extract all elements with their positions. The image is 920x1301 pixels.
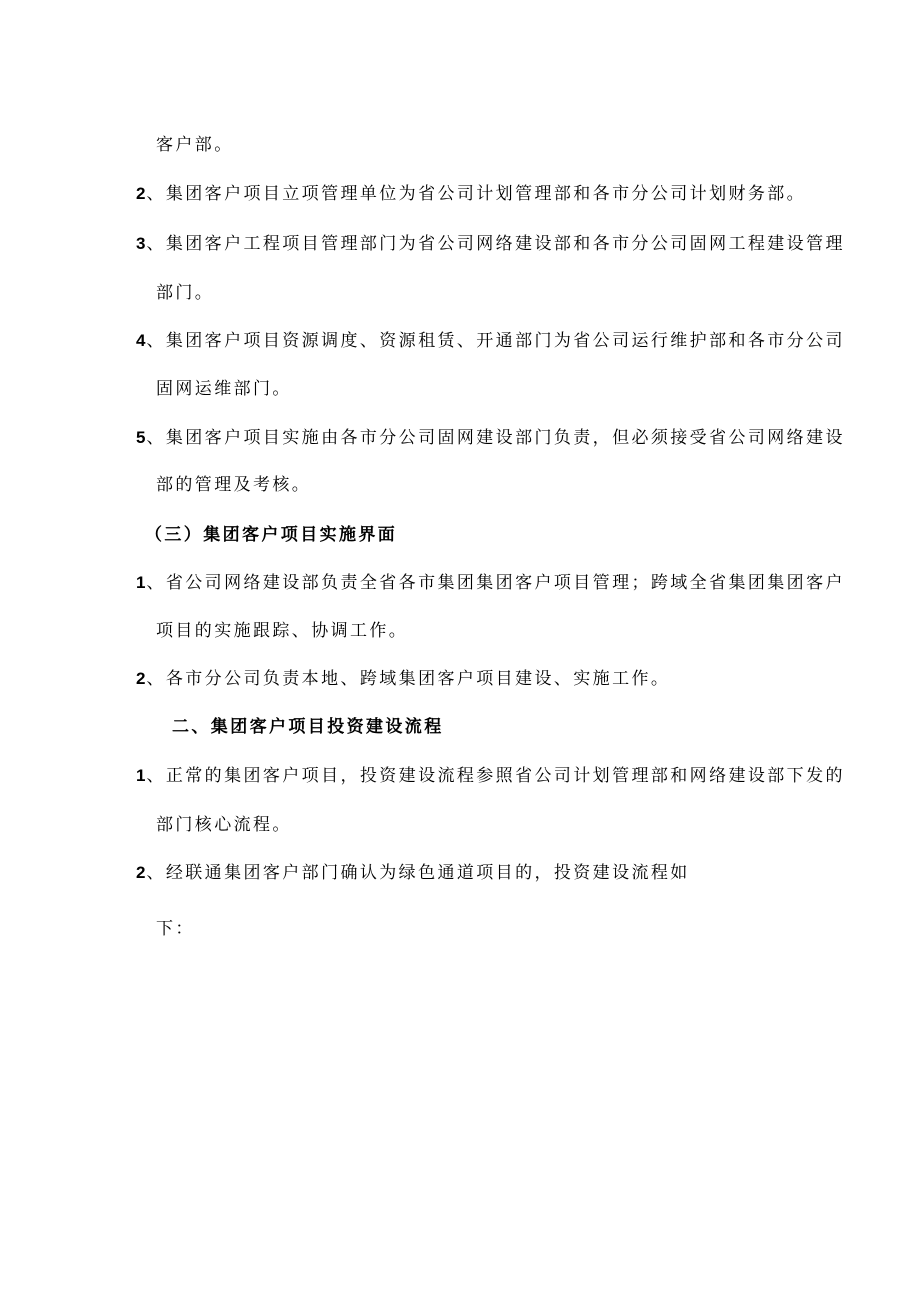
list-item-3: 3、集团客户工程项目管理部门为省公司网络建设部和各市分公司固网工程建设管理 (136, 234, 845, 254)
list-item-1: 1、省公司网络建设部负责全省各市集团集团客户项目管理；跨域全省集团集团客户 (136, 573, 845, 593)
list-item-4: 4、集团客户项目资源调度、资源租赁、开通部门为省公司运行维护部和各市分公司 (136, 331, 845, 351)
section-heading-process: 二、集团客户项目投资建设流程 (172, 717, 444, 737)
text-line-continuation: 部的管理及考核。 (156, 475, 312, 495)
list-item-2: 2、集团客户项目立项管理单位为省公司计划管理部和各市分公司计划财务部。 (136, 184, 807, 204)
list-item-2: 2、各市分公司负责本地、跨域集团客户项目建设、实施工作。 (136, 669, 671, 689)
text-line-continuation: 固网运维部门。 (156, 379, 292, 399)
list-item-5: 5、集团客户项目实施由各市分公司固网建设部门负责，但必须接受省公司网络建设 (136, 428, 845, 448)
list-item-2: 2、经联通集团客户部门确认为绿色通道项目的，投资建设流程如 (136, 863, 690, 883)
section-heading-implementation: （三）集团客户项目实施界面 (145, 525, 398, 545)
list-item-1: 1、正常的集团客户项目，投资建设流程参照省公司计划管理部和网络建设部下发的 (136, 766, 845, 786)
text-line-continuation: 客户部。 (156, 135, 234, 155)
text-line-continuation: 部门核心流程。 (156, 815, 292, 835)
text-line-continuation: 下： (156, 919, 195, 939)
text-line-continuation: 项目的实施跟踪、协调工作。 (156, 621, 409, 641)
text-line-continuation: 部门。 (156, 283, 215, 303)
